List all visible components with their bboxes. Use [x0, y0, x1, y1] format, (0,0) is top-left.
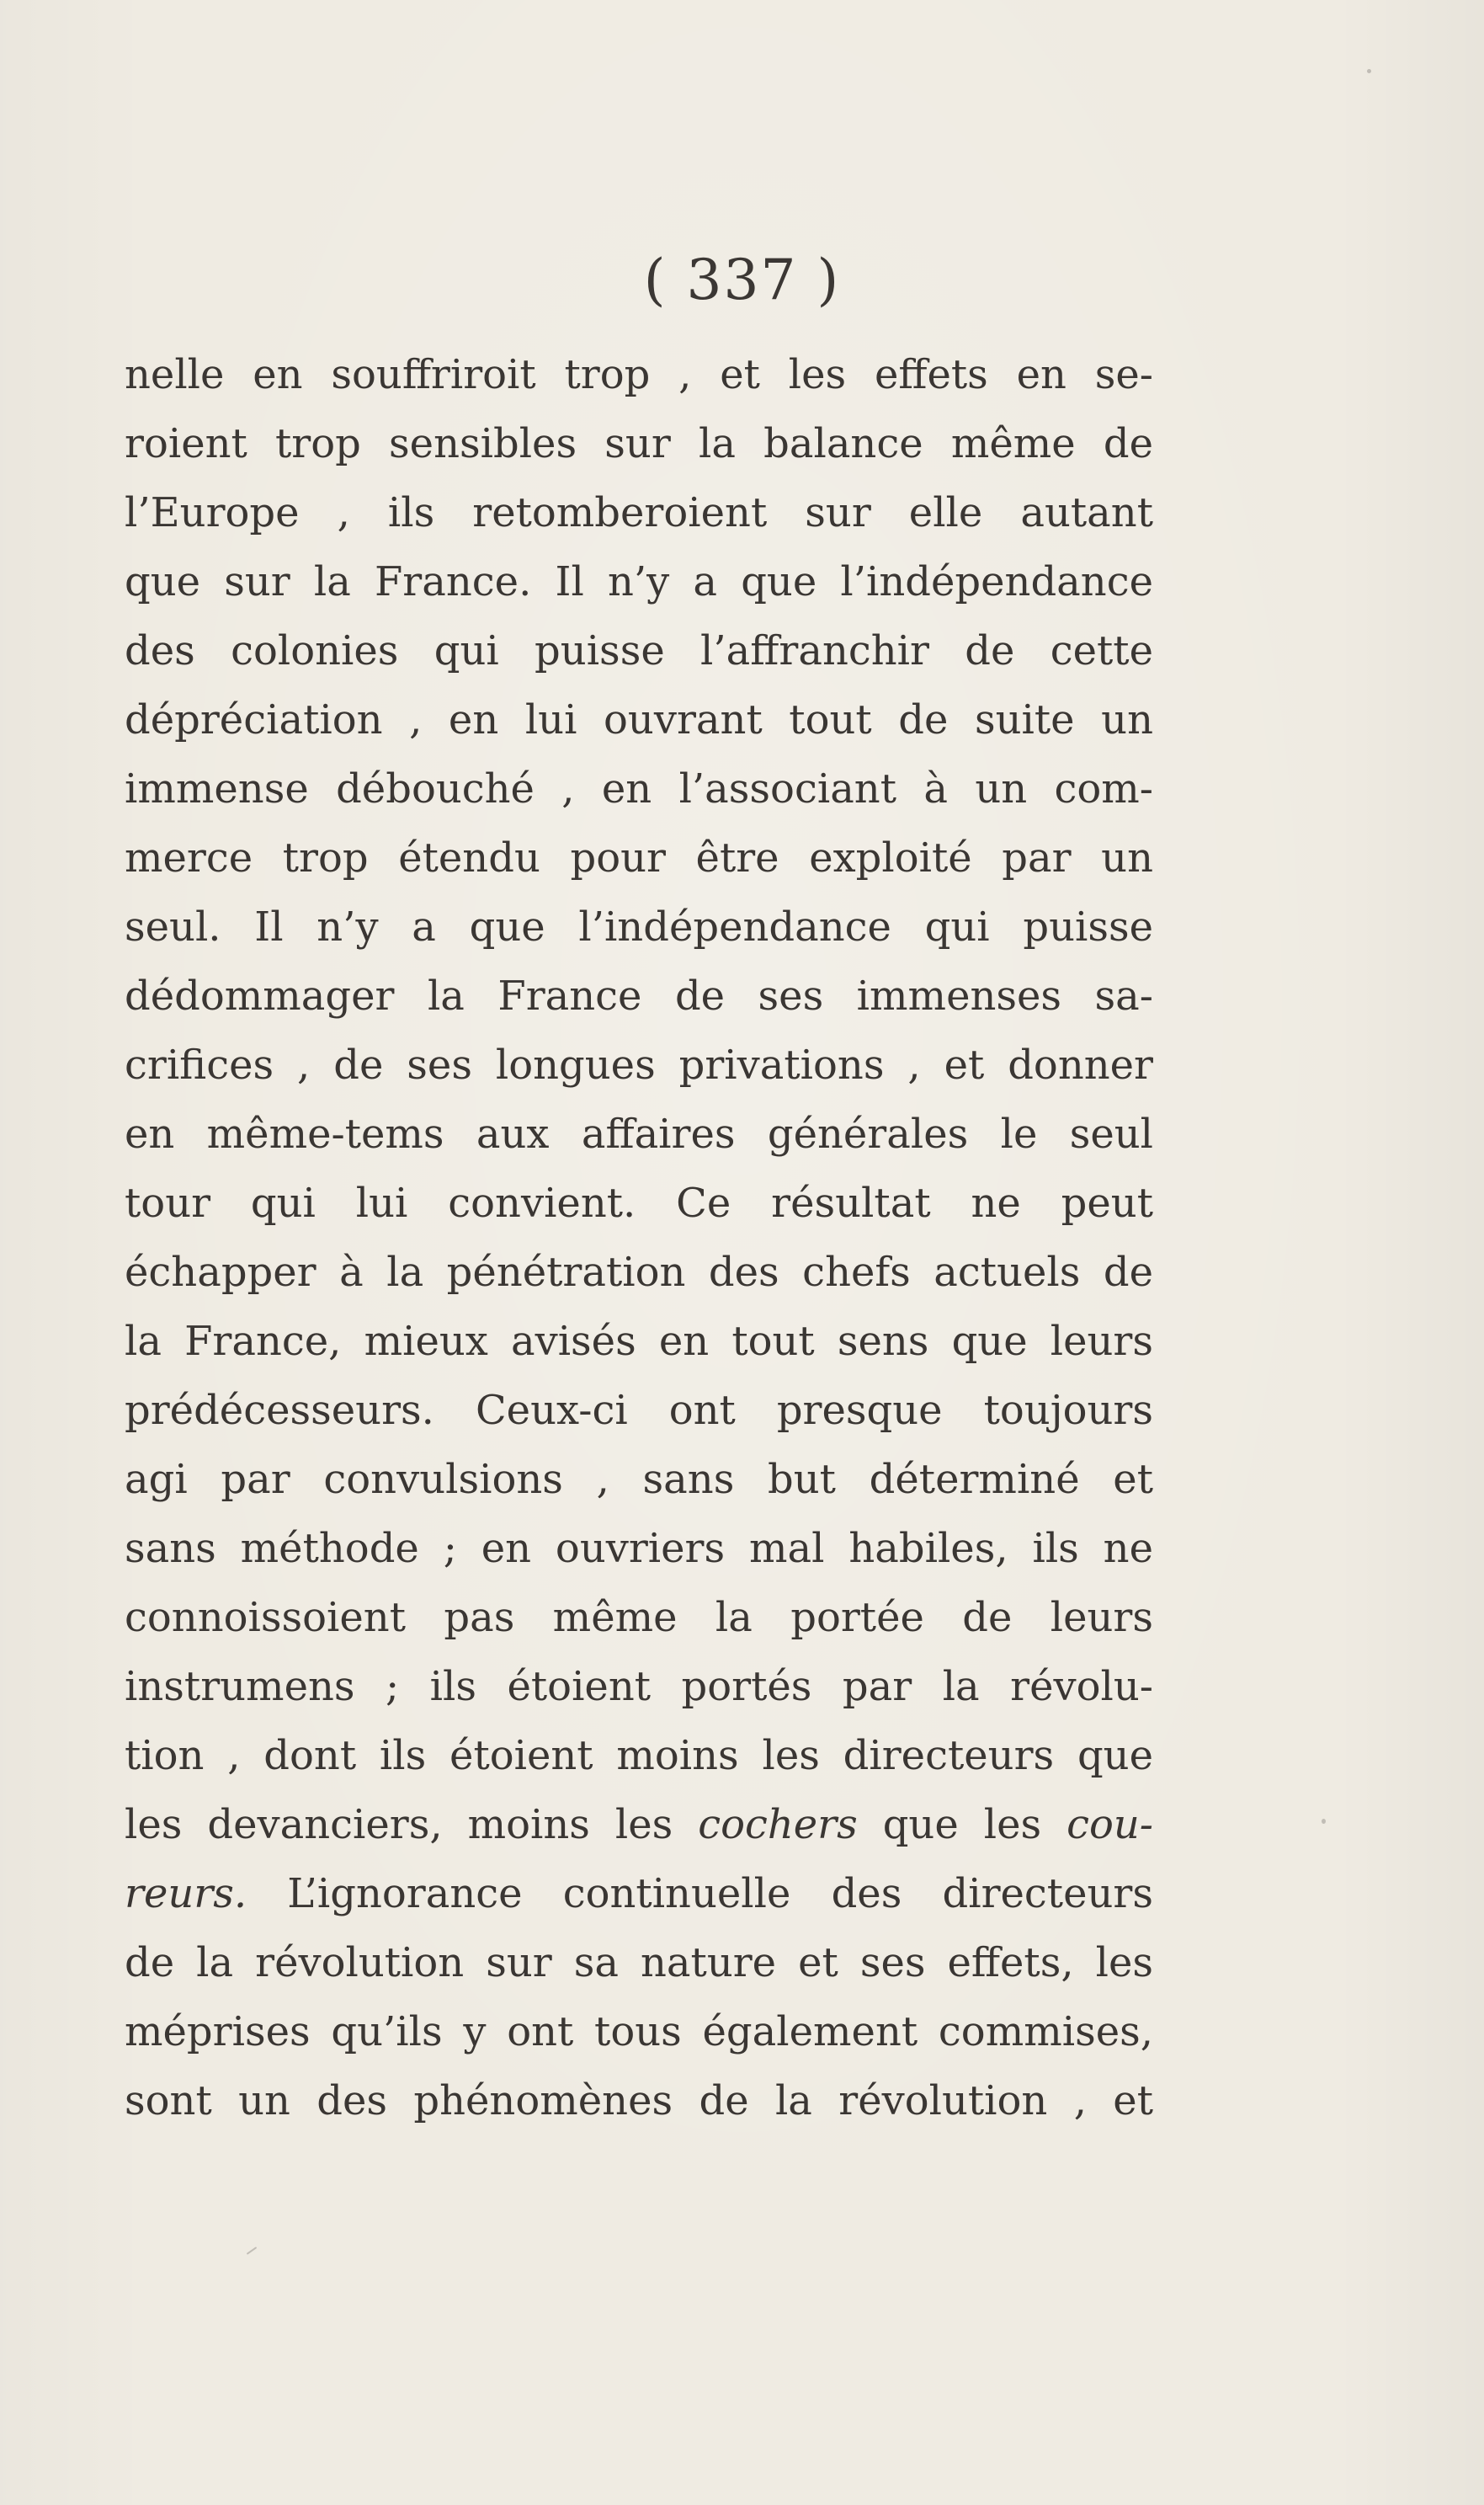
text-line-13: tour qui lui convient. Ce résultat ne peut [125, 1180, 1153, 1227]
text-line-18: sans méthode ; en ouvriers mal habiles, ils ne [125, 1525, 1153, 1572]
text-line-7: immense débouché , en l’associant à un com- [125, 765, 1153, 813]
text-line-25: méprises qu’ils y ont tous également commises, [125, 2008, 1153, 2055]
paper-speck [247, 2247, 258, 2255]
text-line-9: seul. Il n’y a que l’indépendance qui puisse [125, 903, 1153, 951]
body-text [125, 340, 1153, 2135]
page-number: ( 337 ) [643, 248, 841, 312]
text-line-1: nelle en souffriroit trop , et les effets en se- [125, 351, 1153, 398]
text-line-6: dépréciation , en lui ouvrant tout de suite un [125, 696, 1153, 744]
text-line-22-start: les devanciers, moins les [125, 1801, 699, 1848]
text-line-16: prédécesseurs. Ceux-ci ont presque toujours [125, 1387, 1153, 1434]
text-line-21: tion , dont ils étoient moins les directeurs que [125, 1732, 1153, 1779]
text-line-14: échapper à la pénétration des chefs actuels de [125, 1249, 1153, 1296]
text-line-11: crifices , de ses longues privations , et donner [125, 1042, 1153, 1089]
italic-reurs: reurs. [125, 1870, 247, 1917]
text-line-23 [125, 1859, 1153, 1928]
text-line-23-rest: L’ignorance continuelle des directeurs [247, 1870, 1153, 1917]
text-line-4: que sur la France. Il n’y a que l’indépendance [125, 558, 1153, 605]
text-line-22-middle: que les [857, 1801, 1067, 1848]
paper-speck [1322, 1819, 1326, 1824]
text-line-17: agi par convulsions , sans but déterminé et [125, 1456, 1153, 1503]
text-line-12: en même-tems aux affaires générales le seul [125, 1111, 1153, 1158]
paper-speck [1367, 69, 1371, 73]
italic-cou: cou- [1066, 1801, 1153, 1848]
text-line-19: connoissoient pas même la portée de leurs [125, 1594, 1153, 1641]
text-line-26: sont un des phénomènes de la révolution , et [125, 2077, 1153, 2124]
text-line-10: dédommager la France de ses immenses sa- [125, 973, 1153, 1020]
text-line-8: merce trop étendu pour être exploité par un [125, 834, 1153, 882]
italic-cochers: cochers [698, 1801, 858, 1848]
text-line-3: l’Europe , ils retomberoient sur elle autant [125, 489, 1153, 536]
text-line-5: des colonies qui puisse l’affranchir de cette [125, 627, 1153, 674]
text-line-24: de la révolution sur sa nature et ses effets, les [125, 1939, 1153, 1986]
text-line-22 [125, 1790, 1153, 1859]
text-line-15: la France, mieux avisés en tout sens que leurs [125, 1318, 1153, 1365]
text-line-2: roient trop sensibles sur la balance même de [125, 420, 1153, 467]
text-line-20: instrumens ; ils étoient portés par la révolu- [125, 1663, 1153, 1710]
